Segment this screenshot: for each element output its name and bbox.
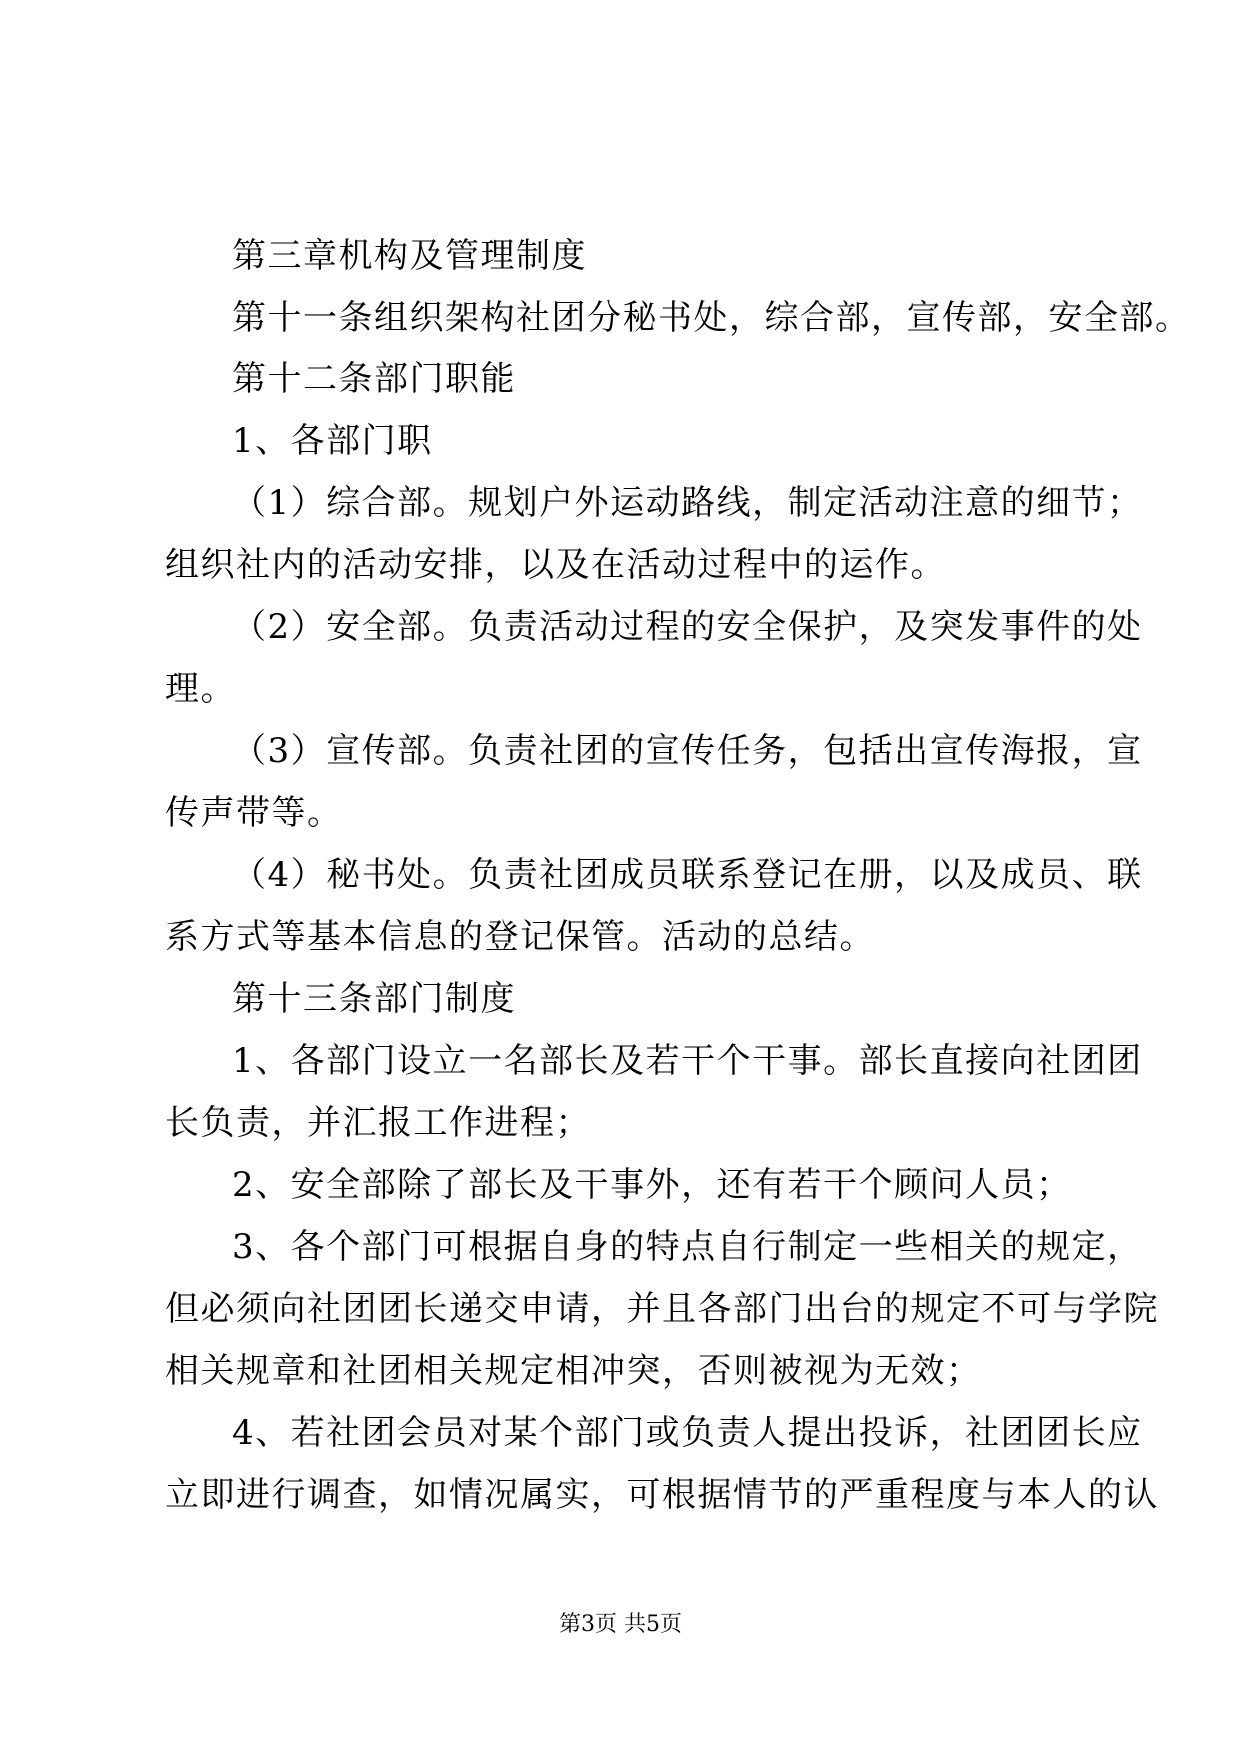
paragraph-line: 组织社内的活动安排，以及在活动过程中的运作。 [165, 545, 946, 585]
paragraph-line: 相关规章和社团相关规定相冲突，否则被视为无效； [165, 1351, 982, 1391]
paragraph-line: 立即进行调查，如情况属实，可根据情节的严重程度与本人的认 [165, 1475, 1159, 1515]
paragraph-line: 1、各部门设立一名部长及若干个干事。部长直接向社团团 [232, 1041, 1143, 1081]
article-13-heading: 第十三条部门制度 [232, 979, 516, 1019]
paragraph-line: 理。 [165, 669, 236, 709]
paragraph-line: （2）安全部。负责活动过程的安全保护，及突发事件的处 [232, 607, 1143, 647]
paragraph-line: 2、安全部除了部长及干事外，还有若干个顾问人员； [232, 1165, 1072, 1205]
paragraph-line: （3）宣传部。负责社团的宣传任务，包括出宣传海报，宣 [232, 731, 1143, 771]
article-11: 第十一条组织架构社团分秘书处，综合部，宣传部，安全部。 [232, 298, 1191, 338]
paragraph-line: 长负责，并汇报工作进程； [165, 1103, 591, 1143]
paragraph-line: （4）秘书处。负责社团成员联系登记在册，以及成员、联 [232, 855, 1143, 895]
chapter-heading: 第三章机构及管理制度 [232, 236, 587, 276]
page-footer: 第3页 共5页 [559, 1612, 682, 1637]
article-12-heading: 第十二条部门职能 [232, 359, 516, 399]
paragraph-line: 系方式等基本信息的登记保管。活动的总结。 [165, 917, 875, 957]
paragraph-line: 但必须向社团团长递交申请，并且各部门出台的规定不可与学院 [165, 1289, 1159, 1329]
paragraph-line: 4、若社团会员对某个部门或负责人提出投诉，社团团长应 [232, 1413, 1143, 1453]
paragraph-line: 传声带等。 [165, 793, 343, 833]
item-1-heading: 1、各部门职 [232, 421, 433, 461]
paragraph-line: 3、各个部门可根据自身的特点自行制定一些相关的规定， [232, 1227, 1143, 1267]
paragraph-line: （1）综合部。规划户外运动路线，制定活动注意的细节； [232, 483, 1143, 523]
